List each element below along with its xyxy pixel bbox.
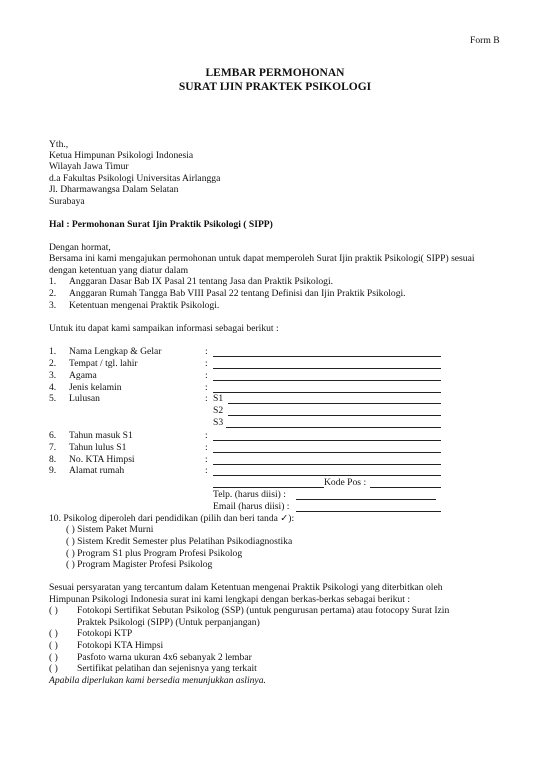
field-number: 2. xyxy=(49,358,57,369)
field-label-gender: Jenis kelamin xyxy=(69,382,122,393)
address-line: d.a Fakultas Psikologi Universitas Airlangga xyxy=(49,173,221,184)
attachment-checkbox[interactable]: ( ) xyxy=(49,663,58,674)
attachment-item: Fotokopi KTA Himpsi xyxy=(77,640,164,651)
field-label-kta: No. KTA Himpsi xyxy=(69,454,135,465)
field-number: 8. xyxy=(49,454,57,465)
education-option-checkbox[interactable]: ( ) Sistem Kredit Semester plus Pelatihan Psikodiagnostika xyxy=(66,536,293,547)
field-colon: : xyxy=(205,382,208,393)
graduation-year-field[interactable] xyxy=(213,452,441,453)
field-colon: : xyxy=(205,370,208,381)
page-title-line1: LEMBAR PERMOHONAN xyxy=(205,67,345,79)
attachment-item: Fotokopi Sertifikat Sebutan Psikolog (SSP) (untuk pengurusan pertama) atau fotocopy Surat Izin xyxy=(77,605,450,616)
greeting: Dengan hormat, xyxy=(49,242,111,253)
phone-label: Telp. (harus diisi) : xyxy=(213,489,286,500)
phone-field[interactable] xyxy=(296,499,436,500)
attachment-checkbox[interactable]: ( ) xyxy=(49,652,58,663)
email-label: Email (harus diisi) : xyxy=(213,501,290,512)
field-colon: : xyxy=(205,430,208,441)
education-option-checkbox[interactable]: ( ) Program Magister Profesi Psikolog xyxy=(66,559,213,570)
field-label-graduation-year: Tahun lulus S1 xyxy=(69,442,127,453)
entry-year-field[interactable] xyxy=(213,440,441,441)
regulation-item: Anggaran Rumah Tangga Bab VIII Pasal 22 tentang Definisi dan Ijin Praktik Psikologi. xyxy=(69,288,406,299)
postal-code-label: Kode Pos : xyxy=(324,477,367,488)
attachment-checkbox[interactable]: ( ) xyxy=(49,628,58,639)
birth-place-date-field[interactable] xyxy=(213,368,441,369)
religion-field[interactable] xyxy=(213,380,441,381)
field-label-entry-year: Tahun masuk S1 xyxy=(69,430,133,441)
education-option-checkbox[interactable]: ( ) Sistem Paket Murni xyxy=(66,524,154,535)
address-line: Wilayah Jawa Timur xyxy=(49,161,129,172)
field-number: 3. xyxy=(49,370,57,381)
degree-label-s3: S3 xyxy=(213,417,224,428)
field-colon: : xyxy=(205,346,208,357)
field-colon: : xyxy=(205,358,208,369)
postal-code-field[interactable] xyxy=(370,487,441,488)
attachment-checkbox[interactable]: ( ) xyxy=(49,605,58,616)
field-number: 1. xyxy=(49,346,57,357)
closing-paragraph-line1: Sesuai persyaratan yang tercantum dalam Ketentuan mengenai Praktik Psikologi yang diterbitkan oleh xyxy=(49,582,443,593)
home-address-field-line2[interactable] xyxy=(213,487,324,488)
s2-field[interactable] xyxy=(228,415,441,416)
education-question: 10. Psikolog diperoleh dari pendidikan (pilih dan beri tanda ✓): xyxy=(49,513,295,524)
form-code: Form B xyxy=(470,35,500,46)
field-label-religion: Agama xyxy=(69,370,97,381)
field-colon: : xyxy=(205,454,208,465)
degree-label-s1: S1 xyxy=(213,393,224,404)
s1-field[interactable] xyxy=(228,403,441,404)
field-label-birth: Tempat / tgl. lahir xyxy=(69,358,138,369)
field-number: 7. xyxy=(49,442,57,453)
regulation-item: Ketentuan mengenai Praktik Psikologi. xyxy=(69,300,220,311)
field-colon: : xyxy=(205,393,208,404)
info-intro: Untuk itu dapat kami sampaikan informasi sebagai berikut : xyxy=(49,323,279,334)
field-number: 6. xyxy=(49,430,57,441)
intro-paragraph-line1: Bersama ini kami mengajukan permohonan untuk dapat memperoleh Surat Ijin praktik Psikologi( SIPP) sesuai xyxy=(49,253,475,264)
list-number: 2. xyxy=(49,288,57,299)
name-field[interactable] xyxy=(213,356,441,357)
address-line: Surabaya xyxy=(49,196,85,207)
attachment-item-continued: Praktek Psikologi (SIPP) (Untuk perpanjangan) xyxy=(77,617,260,628)
field-colon: : xyxy=(205,465,208,476)
email-field[interactable] xyxy=(296,511,441,512)
field-number: 5. xyxy=(49,393,57,404)
kta-number-field[interactable] xyxy=(213,464,441,465)
list-number: 3. xyxy=(49,300,57,311)
attachment-item: Sertifikat pelatihan dan sejenisnya yang terkait xyxy=(77,663,257,674)
subject-line: Hal : Permohonan Surat Ijin Praktik Psikologi ( SIPP) xyxy=(49,219,273,230)
attachment-item: Fotokopi KTP xyxy=(77,628,133,639)
field-label-address: Alamat rumah xyxy=(69,465,125,476)
list-number: 1. xyxy=(49,276,57,287)
field-number: 4. xyxy=(49,382,57,393)
address-line: Yth., xyxy=(49,139,69,150)
footnote: Apabila diperlukan kami bersedia menunjukkan aslinya. xyxy=(49,675,266,686)
attachment-checkbox[interactable]: ( ) xyxy=(49,640,58,651)
page-title-line2: SURAT IJIN PRAKTEK PSIKOLOGI xyxy=(178,81,372,93)
intro-paragraph-line2: dengan ketentuan yang diatur dalam xyxy=(49,265,189,276)
attachment-item: Pasfoto warna ukuran 4x6 sebanyak 2 lembar xyxy=(77,652,252,663)
field-label-graduate: Lulusan xyxy=(69,393,100,404)
field-label-name: Nama Lengkap & Gelar xyxy=(69,346,162,357)
degree-label-s2: S2 xyxy=(213,405,224,416)
home-address-field[interactable] xyxy=(213,475,441,476)
gender-field[interactable] xyxy=(213,392,441,393)
education-option-checkbox[interactable]: ( ) Program S1 plus Program Profesi Psikolog xyxy=(66,548,243,559)
address-line: Jl. Dharmawangsa Dalam Selatan xyxy=(49,184,179,195)
field-colon: : xyxy=(205,442,208,453)
field-number: 9. xyxy=(49,465,57,476)
s3-field[interactable] xyxy=(226,427,441,428)
address-line: Ketua Himpunan Psikologi Indonesia xyxy=(49,150,194,161)
closing-paragraph-line2: Himpunan Psikologi Indonesia surat ini kami lengkapi dengan berkas-berkas sebagai berikut : xyxy=(49,594,411,605)
regulation-item: Anggaran Dasar Bab IX Pasal 21 tentang Jasa dan Praktik Psikologi. xyxy=(69,276,334,287)
